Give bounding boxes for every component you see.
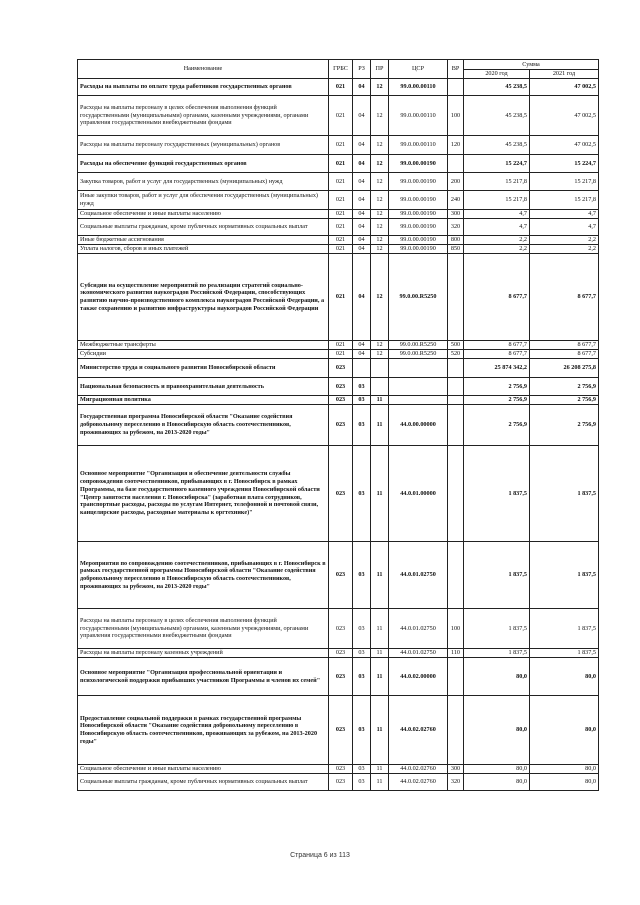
cell-y2020: 4,7 bbox=[464, 219, 530, 236]
cell-vr bbox=[448, 396, 464, 405]
cell-rz: 04 bbox=[353, 136, 371, 155]
cell-y2020: 45 238,5 bbox=[464, 136, 530, 155]
cell-rz: 04 bbox=[353, 191, 371, 210]
cell-csr bbox=[389, 396, 448, 405]
table-row bbox=[78, 136, 599, 155]
cell-grbs: 021 bbox=[329, 245, 353, 254]
cell-rz: 03 bbox=[353, 765, 371, 774]
cell-csr: 99.0.00.R5250 bbox=[389, 254, 448, 341]
cell-y2020: 8 677,7 bbox=[464, 350, 530, 359]
cell-rz: 04 bbox=[353, 173, 371, 191]
cell-y2020: 2 756,9 bbox=[464, 405, 530, 446]
cell-name: Субсидии bbox=[78, 350, 329, 359]
cell-vr bbox=[448, 542, 464, 609]
cell-grbs: 023 bbox=[329, 359, 353, 378]
table-row bbox=[78, 236, 599, 245]
cell-csr: 99.0.00.00110 bbox=[389, 136, 448, 155]
cell-rz: 04 bbox=[353, 219, 371, 236]
cell-vr bbox=[448, 79, 464, 96]
cell-grbs: 023 bbox=[329, 396, 353, 405]
cell-name: Социальное обеспечение и иные выплаты населению bbox=[78, 765, 329, 774]
cell-vr bbox=[448, 254, 464, 341]
cell-pr: 12 bbox=[371, 173, 389, 191]
cell-grbs: 021 bbox=[329, 79, 353, 96]
cell-pr: 11 bbox=[371, 542, 389, 609]
cell-vr: 320 bbox=[448, 774, 464, 791]
cell-name: Иные бюджетные ассигнования bbox=[78, 236, 329, 245]
table-row bbox=[78, 696, 599, 765]
cell-rz: 04 bbox=[353, 341, 371, 350]
cell-y2020: 8 677,7 bbox=[464, 254, 530, 341]
cell-rz: 04 bbox=[353, 96, 371, 136]
cell-name: Национальная безопасность и правоохранительная деятельность bbox=[78, 378, 329, 396]
cell-pr: 11 bbox=[371, 658, 389, 696]
table-row bbox=[78, 155, 599, 173]
cell-vr bbox=[448, 405, 464, 446]
cell-rz: 03 bbox=[353, 378, 371, 396]
cell-grbs: 023 bbox=[329, 378, 353, 396]
cell-rz: 04 bbox=[353, 79, 371, 96]
cell-csr: 99.0.00.00190 bbox=[389, 173, 448, 191]
table-row bbox=[78, 396, 599, 405]
cell-y2021: 2,2 bbox=[530, 236, 599, 245]
cell-y2020: 2,2 bbox=[464, 236, 530, 245]
cell-grbs: 021 bbox=[329, 236, 353, 245]
cell-y2020: 80,0 bbox=[464, 696, 530, 765]
table-row bbox=[78, 79, 599, 96]
table-row bbox=[78, 173, 599, 191]
cell-csr: 99.0.00.00110 bbox=[389, 96, 448, 136]
cell-vr: 120 bbox=[448, 136, 464, 155]
table-row bbox=[78, 359, 599, 378]
cell-name: Социальные выплаты гражданам, кроме публичных нормативных социальных выплат bbox=[78, 774, 329, 791]
table-row bbox=[78, 96, 599, 136]
cell-pr: 11 bbox=[371, 609, 389, 649]
cell-rz: 03 bbox=[353, 405, 371, 446]
col-header-pr: ПР bbox=[371, 60, 389, 79]
cell-y2020: 2,2 bbox=[464, 245, 530, 254]
cell-y2021: 15 217,8 bbox=[530, 191, 599, 210]
cell-csr: 44.0.00.00000 bbox=[389, 405, 448, 446]
cell-vr: 800 bbox=[448, 236, 464, 245]
cell-vr: 100 bbox=[448, 96, 464, 136]
cell-rz: 03 bbox=[353, 609, 371, 649]
cell-pr: 12 bbox=[371, 245, 389, 254]
cell-y2020: 15 217,8 bbox=[464, 191, 530, 210]
table-row bbox=[78, 542, 599, 609]
cell-name: Государственная программа Новосибирской области "Оказание содействия добровольному переселению в Новосибирскую область соотечественников, проживающих за рубежом, на 2013-2020 годы" bbox=[78, 405, 329, 446]
cell-grbs: 021 bbox=[329, 254, 353, 341]
cell-csr: 99.0.00.00190 bbox=[389, 191, 448, 210]
cell-csr: 99.0.00.00190 bbox=[389, 236, 448, 245]
cell-vr bbox=[448, 359, 464, 378]
cell-y2020: 2 756,9 bbox=[464, 378, 530, 396]
cell-grbs: 021 bbox=[329, 350, 353, 359]
cell-vr: 240 bbox=[448, 191, 464, 210]
cell-name: Министерство труда и социального развития Новосибирской области bbox=[78, 359, 329, 378]
cell-pr: 12 bbox=[371, 254, 389, 341]
table-row bbox=[78, 405, 599, 446]
cell-grbs: 023 bbox=[329, 609, 353, 649]
cell-y2021: 1 837,5 bbox=[530, 542, 599, 609]
cell-y2021: 4,7 bbox=[530, 210, 599, 219]
cell-y2021: 8 677,7 bbox=[530, 341, 599, 350]
cell-vr: 100 bbox=[448, 609, 464, 649]
cell-csr: 44.0.01.00000 bbox=[389, 446, 448, 542]
cell-rz: 03 bbox=[353, 649, 371, 658]
cell-csr: 44.0.02.02760 bbox=[389, 774, 448, 791]
cell-y2020: 8 677,7 bbox=[464, 341, 530, 350]
cell-grbs: 023 bbox=[329, 649, 353, 658]
cell-grbs: 021 bbox=[329, 341, 353, 350]
col-header-vr: ВР bbox=[448, 60, 464, 79]
cell-grbs: 023 bbox=[329, 446, 353, 542]
cell-csr: 99.0.00.00110 bbox=[389, 79, 448, 96]
cell-y2020: 25 874 342,2 bbox=[464, 359, 530, 378]
cell-y2021: 2 756,9 bbox=[530, 378, 599, 396]
cell-vr: 200 bbox=[448, 173, 464, 191]
cell-name: Миграционная политика bbox=[78, 396, 329, 405]
table-row bbox=[78, 254, 599, 341]
cell-rz: 04 bbox=[353, 236, 371, 245]
cell-name: Расходы на выплаты персоналу государственных (муниципальных) органов bbox=[78, 136, 329, 155]
cell-grbs: 023 bbox=[329, 765, 353, 774]
cell-rz bbox=[353, 359, 371, 378]
col-header-2020: 2020 год bbox=[464, 70, 530, 79]
cell-y2020: 80,0 bbox=[464, 774, 530, 791]
cell-name: Социальные выплаты гражданам, кроме публичных нормативных социальных выплат bbox=[78, 219, 329, 236]
cell-y2021: 80,0 bbox=[530, 765, 599, 774]
table-body bbox=[78, 79, 599, 791]
table-row bbox=[78, 765, 599, 774]
cell-csr: 44.0.02.00000 bbox=[389, 658, 448, 696]
cell-csr: 99.0.00.00190 bbox=[389, 219, 448, 236]
cell-y2020: 4,7 bbox=[464, 210, 530, 219]
cell-pr bbox=[371, 378, 389, 396]
cell-rz: 03 bbox=[353, 658, 371, 696]
cell-name: Расходы на обеспечение функций государственных органов bbox=[78, 155, 329, 173]
cell-name: Расходы на выплаты персоналу казенных учреждений bbox=[78, 649, 329, 658]
cell-name: Уплата налогов, сборов и иных платежей bbox=[78, 245, 329, 254]
cell-csr: 44.0.01.02750 bbox=[389, 542, 448, 609]
cell-y2021: 15 217,8 bbox=[530, 173, 599, 191]
cell-vr: 850 bbox=[448, 245, 464, 254]
cell-grbs: 021 bbox=[329, 136, 353, 155]
cell-rz: 03 bbox=[353, 542, 371, 609]
cell-name: Социальное обеспечение и иные выплаты населению bbox=[78, 210, 329, 219]
table-row bbox=[78, 378, 599, 396]
table-header bbox=[78, 60, 599, 79]
cell-vr: 300 bbox=[448, 210, 464, 219]
table-row bbox=[78, 658, 599, 696]
cell-name: Закупка товаров, работ и услуг для государственных (муниципальных) нужд bbox=[78, 173, 329, 191]
cell-y2020: 45 238,5 bbox=[464, 96, 530, 136]
cell-pr: 11 bbox=[371, 405, 389, 446]
table-row bbox=[78, 191, 599, 210]
cell-rz: 04 bbox=[353, 155, 371, 173]
cell-name: Расходы на выплаты по оплате труда работников государственных органов bbox=[78, 79, 329, 96]
cell-y2020: 15 217,8 bbox=[464, 173, 530, 191]
cell-rz: 03 bbox=[353, 696, 371, 765]
cell-y2020: 80,0 bbox=[464, 658, 530, 696]
cell-name: Основное мероприятие "Организация и обеспечение деятельности службы сопровождения соотечественников, прибывающих в г. Новосибирск в рамках Программы, на базе государственного казенного учреждения Новосибирской области "Центр занятости населения г. Новосибирска" (заработная плата сотрудников, транспортные расходы, расходы по услугам Интернет, телефонной и почтовой связи, канцелярские расходы, расходные материалы к оргтехнике)" bbox=[78, 446, 329, 542]
cell-y2021: 4,7 bbox=[530, 219, 599, 236]
cell-grbs: 021 bbox=[329, 219, 353, 236]
cell-pr: 11 bbox=[371, 396, 389, 405]
table-row bbox=[78, 350, 599, 359]
cell-pr: 12 bbox=[371, 210, 389, 219]
cell-y2020: 1 837,5 bbox=[464, 446, 530, 542]
cell-name: Расходы на выплаты персоналу в целях обеспечения выполнения функций государственными (муниципальными) органами, казенными учреждениями, органами управления государственными внебюджетными фондами bbox=[78, 96, 329, 136]
table-row bbox=[78, 446, 599, 542]
table-row bbox=[78, 649, 599, 658]
cell-csr: 44.0.02.02760 bbox=[389, 696, 448, 765]
cell-rz: 04 bbox=[353, 350, 371, 359]
cell-pr: 12 bbox=[371, 191, 389, 210]
table-row bbox=[78, 341, 599, 350]
cell-csr bbox=[389, 359, 448, 378]
cell-rz: 04 bbox=[353, 210, 371, 219]
cell-y2021: 80,0 bbox=[530, 696, 599, 765]
col-header-2021: 2021 год bbox=[530, 70, 599, 79]
col-header-name: Наименование bbox=[78, 60, 329, 79]
cell-pr: 12 bbox=[371, 236, 389, 245]
cell-csr: 44.0.01.02750 bbox=[389, 649, 448, 658]
cell-name: Иные закупки товаров, работ и услуг для обеспечения государственных (муниципальных) нужд bbox=[78, 191, 329, 210]
cell-pr: 12 bbox=[371, 79, 389, 96]
cell-vr bbox=[448, 155, 464, 173]
cell-y2021: 1 837,5 bbox=[530, 649, 599, 658]
cell-y2021: 47 002,5 bbox=[530, 136, 599, 155]
cell-y2021: 8 677,7 bbox=[530, 254, 599, 341]
cell-y2021: 80,0 bbox=[530, 774, 599, 791]
cell-y2021: 1 837,5 bbox=[530, 446, 599, 542]
col-header-grbs: ГРБС bbox=[329, 60, 353, 79]
cell-vr: 320 bbox=[448, 219, 464, 236]
cell-pr: 11 bbox=[371, 446, 389, 542]
cell-pr: 12 bbox=[371, 350, 389, 359]
cell-pr: 12 bbox=[371, 136, 389, 155]
cell-name: Предоставление социальной поддержки в рамках государственной программы Новосибирской области "Оказание содействия добровольному переселению в Новосибирскую область соотечественников, проживающих за рубежом, на 2013-2020 годы" bbox=[78, 696, 329, 765]
cell-y2021: 26 208 275,8 bbox=[530, 359, 599, 378]
table-row bbox=[78, 245, 599, 254]
cell-pr bbox=[371, 359, 389, 378]
cell-pr: 11 bbox=[371, 696, 389, 765]
cell-csr: 99.0.00.00190 bbox=[389, 155, 448, 173]
cell-grbs: 021 bbox=[329, 210, 353, 219]
budget-sheet bbox=[77, 59, 598, 791]
cell-grbs: 021 bbox=[329, 191, 353, 210]
cell-vr bbox=[448, 696, 464, 765]
cell-grbs: 023 bbox=[329, 405, 353, 446]
cell-grbs: 023 bbox=[329, 696, 353, 765]
cell-csr: 99.0.00.R5250 bbox=[389, 350, 448, 359]
cell-pr: 12 bbox=[371, 219, 389, 236]
cell-csr bbox=[389, 378, 448, 396]
cell-vr bbox=[448, 378, 464, 396]
cell-name: Расходы на выплаты персоналу в целях обеспечения выполнения функций государственными (муниципальными) органами, казенными учреждениями, органами управления государственными внебюджетными фондами bbox=[78, 609, 329, 649]
cell-rz: 04 bbox=[353, 245, 371, 254]
cell-y2021: 2,2 bbox=[530, 245, 599, 254]
cell-grbs: 021 bbox=[329, 96, 353, 136]
cell-rz: 04 bbox=[353, 254, 371, 341]
cell-pr: 12 bbox=[371, 341, 389, 350]
cell-pr: 11 bbox=[371, 765, 389, 774]
table-row bbox=[78, 210, 599, 219]
cell-csr: 44.0.01.02750 bbox=[389, 609, 448, 649]
cell-y2021: 47 002,5 bbox=[530, 96, 599, 136]
cell-vr bbox=[448, 446, 464, 542]
cell-name: Субсидии на осуществление мероприятий по реализации стратегий социально-экономического развития наукоградов Российской Федерации, способствующих развитию научно-производственного комплекса наукоградов Российской Федерации, а также сохранению и развитию инфраструктуры наукоградов Российской Федерации bbox=[78, 254, 329, 341]
cell-pr: 12 bbox=[371, 96, 389, 136]
cell-vr bbox=[448, 658, 464, 696]
cell-y2020: 80,0 bbox=[464, 765, 530, 774]
cell-csr: 44.0.02.02760 bbox=[389, 765, 448, 774]
cell-vr: 500 bbox=[448, 341, 464, 350]
table-row bbox=[78, 774, 599, 791]
cell-csr: 99.0.00.R5250 bbox=[389, 341, 448, 350]
cell-rz: 03 bbox=[353, 396, 371, 405]
budget-table bbox=[77, 59, 599, 791]
cell-csr: 99.0.00.00190 bbox=[389, 245, 448, 254]
cell-y2020: 2 756,9 bbox=[464, 396, 530, 405]
cell-y2020: 45 238,5 bbox=[464, 79, 530, 96]
cell-name: Мероприятия по сопровождению соотечественников, прибывающих в г. Новосибирск в рамках государственной программы Новосибирской области "Оказание содействия добровольному переселению в Новосибирскую область соотечественников, проживающих за рубежом, на 2013-2020 годы" bbox=[78, 542, 329, 609]
cell-grbs: 023 bbox=[329, 774, 353, 791]
col-header-csr: ЦСР bbox=[389, 60, 448, 79]
cell-pr: 11 bbox=[371, 774, 389, 791]
cell-y2021: 8 677,7 bbox=[530, 350, 599, 359]
cell-y2021: 2 756,9 bbox=[530, 405, 599, 446]
table-row bbox=[78, 609, 599, 649]
table-row bbox=[78, 219, 599, 236]
col-header-rz: РЗ bbox=[353, 60, 371, 79]
cell-y2020: 1 837,5 bbox=[464, 542, 530, 609]
cell-name: Основное мероприятие "Организация профессиональной ориентации и психологической поддержки прибывших участников Программы и членов их семей" bbox=[78, 658, 329, 696]
cell-y2020: 1 837,5 bbox=[464, 609, 530, 649]
cell-grbs: 021 bbox=[329, 155, 353, 173]
cell-y2021: 47 002,5 bbox=[530, 79, 599, 96]
cell-name: Межбюджетные трансферты bbox=[78, 341, 329, 350]
cell-y2020: 1 837,5 bbox=[464, 649, 530, 658]
cell-csr: 99.0.00.00190 bbox=[389, 210, 448, 219]
cell-vr: 520 bbox=[448, 350, 464, 359]
page-number: Страница 6 из 113 bbox=[290, 852, 350, 859]
cell-grbs: 023 bbox=[329, 658, 353, 696]
cell-y2021: 2 756,9 bbox=[530, 396, 599, 405]
cell-grbs: 023 bbox=[329, 542, 353, 609]
col-header-sum: Сумма bbox=[464, 60, 599, 70]
cell-y2021: 80,0 bbox=[530, 658, 599, 696]
cell-grbs: 021 bbox=[329, 173, 353, 191]
cell-pr: 12 bbox=[371, 155, 389, 173]
cell-y2021: 1 837,5 bbox=[530, 609, 599, 649]
cell-y2020: 15 224,7 bbox=[464, 155, 530, 173]
cell-rz: 03 bbox=[353, 774, 371, 791]
cell-vr: 110 bbox=[448, 649, 464, 658]
cell-pr: 11 bbox=[371, 649, 389, 658]
cell-y2021: 15 224,7 bbox=[530, 155, 599, 173]
cell-rz: 03 bbox=[353, 446, 371, 542]
cell-vr: 300 bbox=[448, 765, 464, 774]
